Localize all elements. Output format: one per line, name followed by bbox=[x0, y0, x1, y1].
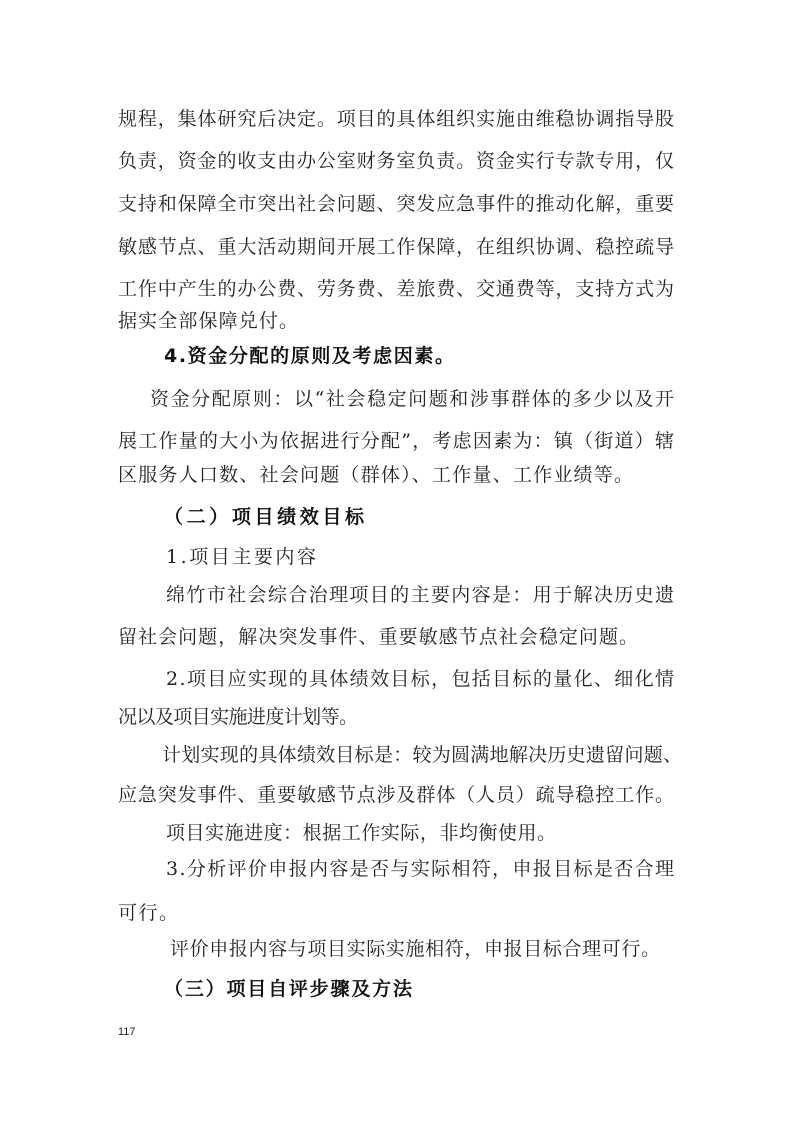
body-text-line: 2.项目应实现的具体绩效目标，包括目标的量化、细化情 bbox=[166, 668, 676, 690]
body-text-line: 据实全部保障兑付。 bbox=[118, 310, 300, 332]
body-text-line: 敏感节点、重大活动期间开展工作保障，在组织协调、稳控疏导 bbox=[118, 236, 675, 258]
body-text-line: 项目实施进度：根据工作实际，非均衡使用。 bbox=[166, 822, 557, 844]
body-text-line: 支持和保障全市突出社会问题、突发应急事件的推动化解，重要 bbox=[118, 193, 675, 215]
body-text-line: 工作中产生的办公费、劳务费、差旅费、交通费等，支持方式为 bbox=[118, 278, 675, 300]
section-heading: 4.资金分配的原则及考虑因素。 bbox=[164, 345, 456, 367]
body-text-line: 1.项目主要内容 bbox=[166, 546, 319, 568]
body-text-line: 况以及项目实施进度计划等。 bbox=[118, 706, 358, 728]
section-heading: （三）项目自评步骤及方法 bbox=[164, 978, 414, 1000]
body-text-line: 计划实现的具体绩效目标是：较为圆满地解决历史遗留问题、 bbox=[162, 744, 683, 766]
body-text-line: 规程，集体研究后决定。项目的具体组织实施由维稳协调指导股 bbox=[118, 108, 675, 130]
body-text-line: 可行。 bbox=[118, 902, 180, 924]
body-text-line: 展工作量的大小为依据进行分配”，考虑因素为：镇（街道）辖 bbox=[118, 430, 676, 452]
body-text-line: 评价申报内容与项目实际实施相符，申报目标合理可行。 bbox=[170, 938, 661, 960]
body-text-line: 3.分析评价申报内容是否与实际相符，申报目标是否合理 bbox=[166, 858, 676, 880]
body-text-line: 负责，资金的收支由办公室财务室负责。资金实行专款专用，仅 bbox=[118, 150, 675, 172]
body-text-line: 资金分配原则：以“社会稳定问题和涉事群体的多少以及开 bbox=[150, 388, 676, 410]
body-text-line: 绵竹市社会综合治理项目的主要内容是：用于解决历史遗 bbox=[166, 584, 676, 606]
page-number: 117 bbox=[118, 1026, 136, 1038]
section-heading: （二）项目绩效目标 bbox=[164, 506, 368, 528]
body-text-line: 留社会问题，解决突发事件、重要敏感节点社会稳定问题。 bbox=[118, 626, 640, 648]
body-text-line: 应急突发事件、重要敏感节点涉及群体（人员）疏导稳控工作。 bbox=[118, 784, 675, 806]
body-text-line: 区服务人口数、社会问题（群体）、工作量、工作业绩等。 bbox=[118, 464, 635, 486]
